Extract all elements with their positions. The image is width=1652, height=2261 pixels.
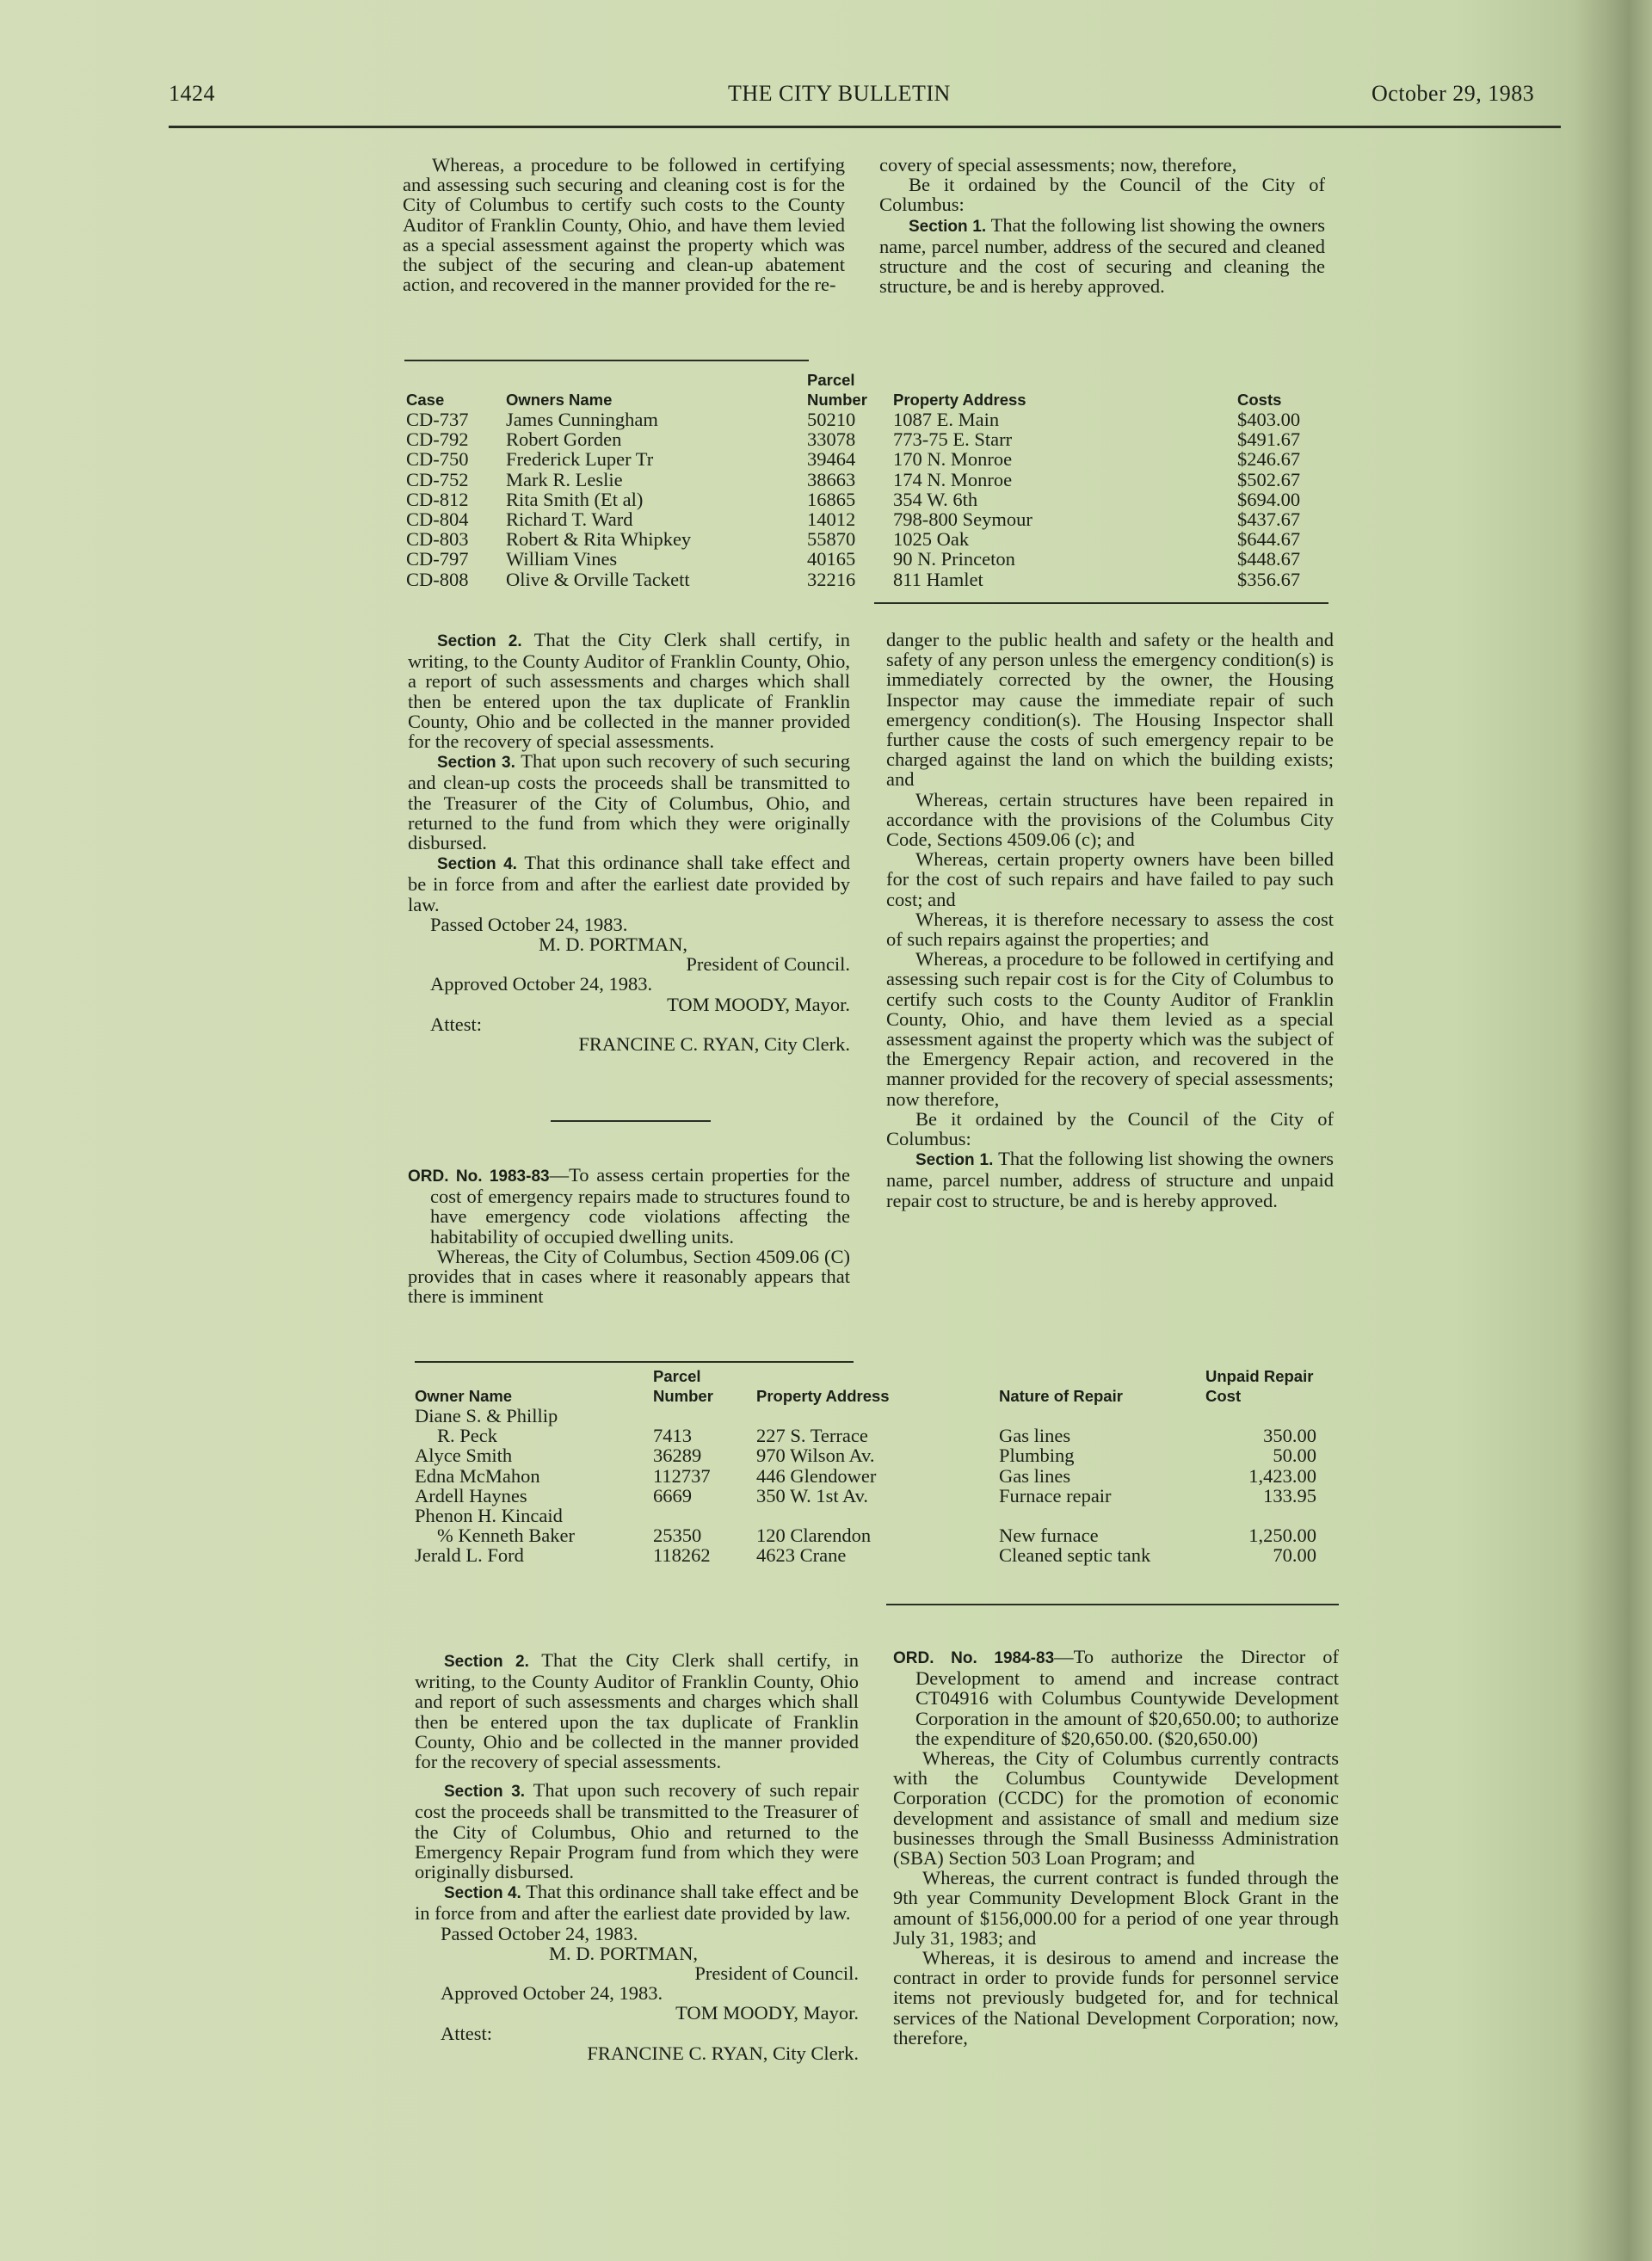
table-cell: $403.00 — [1237, 409, 1301, 430]
table-cell: $356.67 — [1237, 568, 1301, 590]
block3-right-column — [893, 1647, 1339, 2048]
col-header-property-address: Property Address — [756, 1387, 890, 1405]
table-cell: % Kenneth Baker — [437, 1525, 575, 1547]
table-row — [406, 449, 1328, 469]
table-cell: $448.67 — [1237, 548, 1301, 570]
table-cell: CD-737 — [406, 409, 469, 430]
table-cell: 32216 — [807, 568, 856, 590]
table-cell: Gas lines — [999, 1425, 1071, 1447]
table1-top-rule — [404, 360, 809, 361]
table-cell: 811 Hamlet — [893, 568, 983, 590]
block2-right-column — [886, 630, 1334, 1211]
table-cell — [653, 1406, 756, 1426]
col-header-case: Case — [406, 391, 445, 409]
block3-section2: Section 2. That the City Clerk shall certify, in writing, to the County Auditor of Franklin County, Ohio and report of such assessments and charges which shall then be entered upon the tax duplicate of Franklin County, Ohio and be collected in the manner provided for the recovery of special assessments. — [415, 1649, 860, 1773]
table-cell: $644.67 — [1237, 528, 1301, 551]
block3-approved: Approved October 24, 1983. — [441, 1982, 663, 2005]
col-header-owners-name: Owners Name — [506, 391, 613, 409]
block2-passed: Passed October 24, 1983. — [430, 913, 628, 935]
block2-left-column — [408, 630, 850, 1054]
block2-section3: Section 3. That upon such recovery of such securing and clean-up costs the proceeds shall be transmitted to the Treasurer of the City of Columbus, Ohio, and returned to the fund from which they were originally disbursed. — [408, 750, 851, 854]
table-cell: Richard T. Ward — [506, 508, 633, 531]
col-header-unpaid-repair-cost: Unpaid Repair Cost — [1205, 1367, 1314, 1405]
block3-mayor: TOM MOODY, Mayor. — [675, 2002, 859, 2024]
table-cell: CD-808 — [406, 568, 469, 590]
col-header-costs: Costs — [1237, 391, 1282, 409]
table-cell: Olive & Orville Tackett — [506, 568, 690, 590]
table-cell: 1025 Oak — [893, 528, 970, 551]
table-cell: 50210 — [807, 409, 856, 430]
table-cell: CD-804 — [406, 508, 469, 531]
block2-president-name: M. D. PORTMAN, — [539, 933, 688, 956]
table-cell: Gas lines — [999, 1464, 1071, 1487]
table-row — [406, 549, 1328, 569]
table-cell: 350 W. 1st Av. — [756, 1484, 869, 1506]
block3-attest: Attest: — [441, 2022, 492, 2044]
table-row — [415, 1506, 1316, 1525]
table-cell: $246.67 — [1237, 448, 1301, 471]
table-cell: Cleaned septic tank — [999, 1544, 1151, 1567]
header-rule — [169, 126, 1561, 128]
table-row — [406, 410, 1328, 429]
table-cell: 25350 — [653, 1525, 702, 1547]
table-cell: Furnace repair — [999, 1484, 1112, 1506]
block1-whereas: Whereas, a procedure to be followed in certifying and assessing such securing and cleaning cost is for the City of Columbus to certify such costs to the County Auditor of Franklin County, Ohio, and have them levied as a special assessment against the property which was the subject of the securing and clean-up abatement action, and recovered in the manner provided for the re- — [403, 154, 845, 296]
table-cell: 446 Glendower — [756, 1464, 877, 1487]
table-cell: Robert & Rita Whipkey — [506, 528, 692, 551]
table-cell: $502.67 — [1237, 468, 1301, 490]
table-cell: 14012 — [807, 508, 856, 531]
table-cell: CD-797 — [406, 548, 469, 570]
block2-ord-column — [408, 1165, 850, 1306]
table-cell: Rita Smith (Et al) — [506, 488, 644, 510]
table-row — [406, 529, 1328, 549]
table-row — [406, 470, 1328, 490]
block1-ordained: Be it ordained by the Council of the City of Columbus: — [879, 174, 1325, 216]
block2-president-title: President of Council. — [686, 953, 850, 976]
table-cell: Edna McMahon — [415, 1464, 540, 1487]
table2-header-row — [415, 1366, 1316, 1406]
table-row — [406, 490, 1328, 509]
page-number: 1424 — [169, 81, 215, 106]
col-header-property-address: Property Address — [893, 391, 1026, 409]
table-cell: 6669 — [653, 1484, 692, 1506]
table-cell: R. Peck — [437, 1425, 497, 1447]
table-cell: James Cunningham — [506, 409, 658, 430]
table-cell: 4623 Crane — [756, 1544, 847, 1567]
table-row — [406, 570, 1328, 589]
table-cell: 170 N. Monroe — [893, 448, 1013, 471]
table-row — [406, 429, 1328, 449]
block2-right-p6: Be it ordained by the Council of the City of Columbus: — [886, 1107, 1334, 1150]
block2-right-p1: danger to the public health and safety or the health and safety of any person unless the emergency condition(s) is immediately corrected by the owner, the Housing Inspector may cause the immediate repair of such emergency condition(s). The Housing Inspector shall further cause the costs of such emergency repair to be charged against the land on which the building exists; and — [886, 629, 1334, 791]
table1-body — [406, 410, 1328, 589]
table-cell: Mark R. Leslie — [506, 468, 623, 490]
table-cell — [756, 1406, 999, 1426]
table-cell: 227 S. Terrace — [756, 1425, 868, 1447]
block2-right-p4: Whereas, it is therefore necessary to assess the cost of such repairs against the properties; and — [886, 908, 1334, 951]
table-cell: Jerald L. Ford — [415, 1544, 524, 1567]
table-cell: CD-752 — [406, 468, 469, 490]
block2-clerk: FRANCINE C. RYAN, City Clerk. — [578, 1033, 850, 1056]
block3-president-name: M. D. PORTMAN, — [549, 1942, 699, 1964]
binding-shadow — [1575, 0, 1652, 2261]
block3-right-p1: Whereas, the City of Columbus currently contracts with the Columbus Countywide Development Corporation (CCDC) for the promotion of economic development and assistance of small and medium size businesses through the Small Businesss Administration (SBA) Section 503 Loan Program; and — [893, 1747, 1339, 1870]
table-cell: 36289 — [653, 1445, 702, 1467]
table-cell: New furnace — [999, 1525, 1099, 1547]
table-cell: 970 Wilson Av. — [756, 1445, 875, 1467]
block2-section2: Section 2. That the City Clerk shall certify, in writing, to the County Auditor of Franklin County, Ohio, a report of such assessments and charges which shall then be entered upon the tax duplicate of Franklin County, Ohio and be collected in the manner provided for the recovery of special assessments. — [408, 629, 851, 753]
block3-section3: Section 3. That upon such recovery of such repair cost the proceeds shall be transmitted to the Treasurer of the City of Columbus, Ohio and returned to the Emergency Repair Program fund from which they were originally disbursed. — [415, 1779, 860, 1883]
block2-mayor: TOM MOODY, Mayor. — [667, 993, 850, 1015]
table-securing-costs — [406, 370, 1328, 589]
table-cell: Frederick Luper Tr — [506, 448, 654, 471]
block2-section4: Section 4. That this ordinance shall take effect and be in force from and after the earliest date provided by law. — [408, 852, 850, 915]
table-cell: 118262 — [653, 1544, 711, 1567]
table-cell: 39464 — [807, 448, 856, 471]
table-row — [415, 1525, 1316, 1545]
col-header-parcel-number: Parcel Number — [653, 1367, 713, 1405]
table-cell: $437.67 — [1237, 508, 1301, 531]
ord-1983-83: ORD. No. 1983-83—To assess certain properties for the cost of emergency repairs made to structures found to have emergency code violations affecting the habitability of occupied dwelling units. — [408, 1164, 850, 1248]
table-cell: Diane S. & Phillip — [415, 1405, 558, 1426]
table-cell: 38663 — [807, 468, 856, 490]
block3-left-column — [415, 1650, 859, 2063]
table2-top-rule — [415, 1361, 854, 1363]
table-cell: 55870 — [807, 528, 856, 551]
block2-right-p5: Whereas, a procedure to be followed in certifying and assessing such repair cost is for the City of Columbus to certify such costs to the County Auditor of Franklin County, Ohio, and have them levied as a special assessment against the property which was the subject of the Emergency Repair action, and recovered in the manner provided for the recovery of special assessments; now therefore, — [886, 948, 1334, 1110]
block1-recovery-text: covery of special assessments; now, therefore, — [879, 154, 1237, 176]
block1-left-column — [403, 155, 845, 294]
table-cell: 133.95 — [1263, 1484, 1316, 1506]
table-row — [415, 1545, 1316, 1565]
table-cell: 1087 E. Main — [893, 409, 1000, 430]
table-cell: 798-800 Seymour — [893, 508, 1032, 531]
table-cell — [999, 1406, 1205, 1426]
table-cell: 350.00 — [1263, 1425, 1316, 1447]
table-row — [415, 1426, 1316, 1445]
table-cell: 70.00 — [1273, 1544, 1316, 1567]
table-cell: $491.67 — [1237, 428, 1301, 451]
table-cell — [999, 1506, 1205, 1525]
block3-right-p3: Whereas, it is desirous to amend and increase the contract in order to provide funds for personnel service items not previously budgeted for, and for technical services of the National Development Corporation; now, therefore, — [893, 1947, 1339, 2048]
table-cell: CD-750 — [406, 448, 469, 471]
table-cell: 16865 — [807, 488, 856, 510]
block2-separator — [551, 1120, 711, 1122]
table-cell: $694.00 — [1237, 488, 1301, 510]
table-cell: 7413 — [653, 1425, 692, 1447]
table-cell: CD-812 — [406, 488, 469, 510]
table-cell: Plumbing — [999, 1445, 1075, 1467]
table-row — [415, 1486, 1316, 1506]
col-header-nature-of-repair: Nature of Repair — [999, 1387, 1123, 1405]
table-cell: 354 W. 6th — [893, 488, 978, 510]
table-cell: CD-803 — [406, 528, 469, 551]
issue-date: October 29, 1983 — [1372, 81, 1535, 106]
block2-right-p2: Whereas, certain structures have been repaired in accordance with the provisions of the Columbus City Code, Sections 4509.06 (c); and — [886, 788, 1334, 851]
block2-attest: Attest: — [430, 1013, 482, 1035]
block1-section1: Section 1. That the following list showing the owners name, parcel number, address of the secured and cleaned structure and the cost of securing and cleaning the structure, be and is hereby approved. — [879, 213, 1326, 298]
block3-president-title: President of Council. — [694, 1962, 859, 1985]
table-cell: 174 N. Monroe — [893, 468, 1013, 490]
block1-right-column — [879, 155, 1325, 296]
table-cell — [1205, 1506, 1316, 1525]
block3-right-p2: Whereas, the current contract is funded through the 9th year Community Development Block Grant in the amount of $156,000.00 for a period of one year through July 31, 1983; and — [893, 1867, 1339, 1949]
table-cell: 1,250.00 — [1248, 1525, 1316, 1547]
block2-right-section1: Section 1. That the following list showing the owners name, parcel number, address of structure and unpaid repair cost to structure, be and is hereby approved. — [886, 1148, 1335, 1211]
ord-1983-83-whereas: Whereas, the City of Columbus, Section 4509.06 (C) provides that in cases where it reasonably appears that there is imminent — [408, 1245, 850, 1308]
block3-section4: Section 4. That this ordinance shall take effect and be in force from and after the earliest date provided by law. — [415, 1881, 860, 1925]
bulletin-title: THE CITY BULLETIN — [728, 81, 951, 106]
table-header-row — [406, 370, 1328, 410]
block3-passed: Passed October 24, 1983. — [441, 1922, 638, 1944]
col-header-parcel-number: Parcel Number — [807, 371, 867, 409]
table-cell: 33078 — [807, 428, 856, 451]
table2-body — [415, 1406, 1316, 1566]
table-cell: 112737 — [653, 1464, 711, 1487]
block2-right-p3: Whereas, certain property owners have been billed for the cost of such repairs and have failed to pay such cost; and — [886, 848, 1334, 910]
table-row — [415, 1406, 1316, 1426]
block3-clerk: FRANCINE C. RYAN, City Clerk. — [587, 2042, 859, 2064]
table-cell: 50.00 — [1273, 1445, 1316, 1467]
table-cell: William Vines — [506, 548, 618, 570]
table-cell: Phenon H. Kincaid — [415, 1505, 563, 1527]
table-row — [415, 1445, 1316, 1465]
table-cell: 773-75 E. Starr — [893, 428, 1013, 451]
table-cell: Robert Gorden — [506, 428, 622, 451]
col-header-owner-name: Owner Name — [415, 1387, 513, 1405]
ord-1984-83: ORD. No. 1984-83—To authorize the Director of Development to amend and increase contract CT04916 with Columbus Countywide Development Corporation in the amount of $20,650.00; to authorize the expenditure of $20,650.00. ($20,650.00) — [893, 1646, 1339, 1749]
table-cell: 120 Clarendon — [756, 1525, 872, 1547]
table1-bottom-rule — [874, 602, 1328, 604]
table-cell: 40165 — [807, 548, 856, 570]
table-cell: CD-792 — [406, 428, 469, 451]
table-cell — [756, 1506, 999, 1525]
table-cell: Ardell Haynes — [415, 1484, 527, 1506]
table-row — [415, 1466, 1316, 1486]
table-cell — [653, 1506, 756, 1525]
table-cell: 90 N. Princeton — [893, 548, 1015, 570]
table2-bottom-rule — [886, 1604, 1339, 1605]
block2-approved: Approved October 24, 1983. — [430, 973, 653, 995]
table-cell: 1,423.00 — [1248, 1464, 1316, 1487]
table-cell — [1205, 1406, 1316, 1426]
table-emergency-repairs — [415, 1366, 1316, 1566]
table-row — [406, 509, 1328, 529]
table-cell: Alyce Smith — [415, 1445, 513, 1467]
section-heading: Section 1. — [909, 217, 987, 236]
